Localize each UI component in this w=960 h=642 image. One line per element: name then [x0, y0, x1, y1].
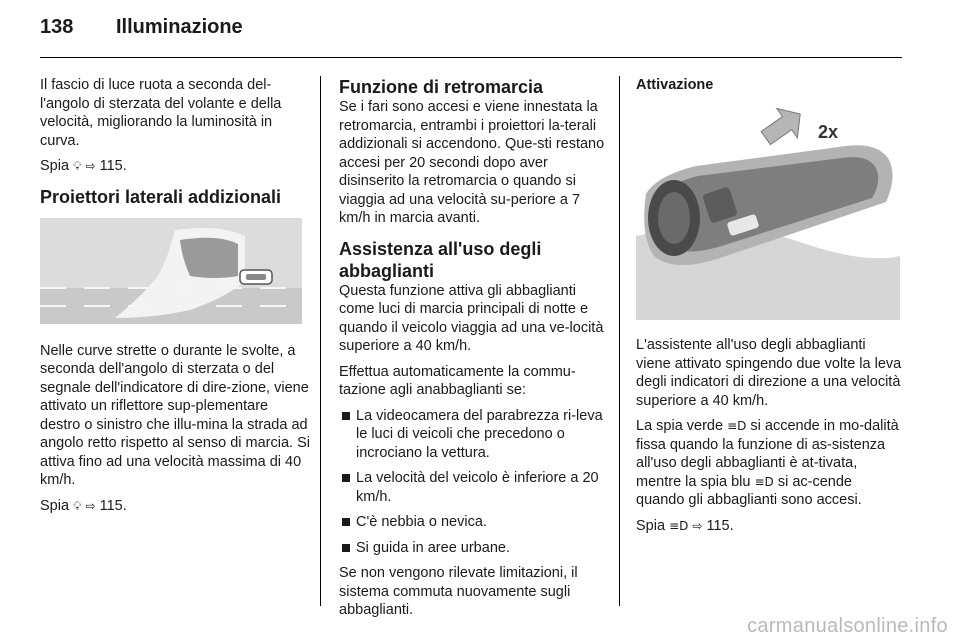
watermark: carmanualsonline.info	[747, 615, 948, 637]
bullet-icon	[342, 412, 350, 420]
page-number: 138	[40, 16, 74, 38]
bullet-icon	[342, 518, 350, 526]
spia-page-ref: 115.	[99, 497, 127, 514]
push-twice-label: 2x	[818, 122, 839, 142]
spia-reference-1	[40, 157, 310, 176]
page-header	[40, 16, 243, 50]
paragraph-reverse-function: Se i fari sono accesi e viene innestata la retromarcia, entrambi i proiettori la-terali addizionali si accendono. Que-sti restano accesi per 20 secondi dopo aver disinserito la retromarcia o quando si viaggia ad una velocità su-periore a 7 km/h in marcia avanti.	[339, 99, 605, 226]
conditions-list	[339, 407, 609, 558]
spia-label: Spia	[40, 497, 70, 514]
spia-reference-2	[40, 497, 310, 516]
list-item	[339, 539, 609, 558]
spia-page-ref: 115.	[706, 517, 734, 534]
column-divider-1	[320, 76, 321, 606]
auto-high-beam-icon: ≡D	[669, 518, 689, 533]
auto-high-beam-icon: ≡D	[727, 419, 747, 433]
list-item-text: La videocamera del parabrezza ri-leva le luci di veicoli che precedono o incrociano la vettura.	[356, 407, 603, 461]
paragraph-restore-high-beam: Se non vengono rilevate limitazioni, il sistema commuta nuovamente sugli abbaglianti.	[339, 565, 578, 618]
text-function-active: si accende in mo-dalità fissa quando la funzione di as-sistenza all'uso degli abbaglianti è at-tivata, mentre la spia blu	[636, 418, 899, 490]
list-item	[339, 469, 609, 506]
heading-high-beam-assist: Assistenza all'uso degli abbaglianti	[339, 238, 542, 281]
text-green-light: La spia verde	[636, 418, 724, 434]
bullet-icon	[342, 474, 350, 482]
column-divider-2	[619, 76, 620, 606]
bulb-warning-icon: 💡︎	[73, 498, 82, 513]
heading-side-lights: Proiettori laterali addizionali	[40, 186, 282, 207]
spia-page-ref: 115.	[99, 158, 127, 174]
paragraph-side-lights: Nelle curve strette o durante le svolte, a seconda dell'angolo di sterzata o del segnale dell'indicatore di dire-zione, viene attivato un riflettore sup-plementare destro o sinistro che illu-mina la strada ad angolo retto rispetto al senso di marcia. Si attiva fino ad una velocità massima di 40 km/h.	[40, 342, 310, 488]
heading-reverse-function: Funzione di retromarcia	[339, 77, 544, 97]
list-item-text: Si guida in aree urbane.	[356, 539, 510, 556]
column-1	[40, 76, 310, 522]
page-title: Illuminazione	[116, 16, 243, 38]
list-item	[339, 513, 609, 532]
column-3	[636, 76, 904, 542]
page-ref-arrow-icon: ⇨	[692, 518, 703, 533]
bulb-warning-icon: 💡︎	[73, 159, 82, 173]
paragraph-beam-rotation: Il fascio di luce ruota a seconda del-l'angolo di sterzata del volante e della velocità, migliorando la luminosità in curva.	[40, 77, 282, 149]
paragraph-auto-switch: Effettua automaticamente la commu-tazione agli anabbaglianti se:	[339, 363, 576, 398]
list-item-text: La velocità del veicolo è inferiore a 20 km/h.	[356, 470, 599, 505]
bullet-icon	[342, 544, 350, 552]
header-rule	[40, 57, 902, 58]
paragraph-high-beam-assist: Questa funzione attiva gli abbaglianti come luci di marcia principali di notte e quando il veicolo viaggia ad una ve-locità superiore a 40 km/h.	[339, 282, 604, 354]
text-blue-light: si ac-cende quando gli abbaglianti sono accesi.	[636, 473, 862, 508]
heading-activation: Attivazione	[636, 77, 714, 93]
spia-reference-3	[636, 517, 904, 536]
page-ref-arrow-icon: ⇨	[85, 498, 96, 513]
paragraph-activation: L'assistente all'uso degli abbaglianti viene attivato spingendo due volte la leva degli indicatori di direzione a una velocità superiore a 40 km/h.	[636, 337, 902, 409]
page-ref-arrow-icon: ⇨	[85, 159, 96, 173]
cornering-light-illustration	[40, 218, 302, 324]
indicator-lever-illustration	[636, 106, 900, 320]
list-item-text: C'è nebbia o nevica.	[356, 514, 487, 530]
spia-label: Spia	[40, 158, 70, 174]
spia-label: Spia	[636, 517, 666, 534]
high-beam-icon: ≡D	[754, 474, 774, 489]
paragraph-indicator-lights	[636, 417, 904, 510]
list-item	[339, 407, 609, 463]
column-2	[339, 76, 609, 627]
